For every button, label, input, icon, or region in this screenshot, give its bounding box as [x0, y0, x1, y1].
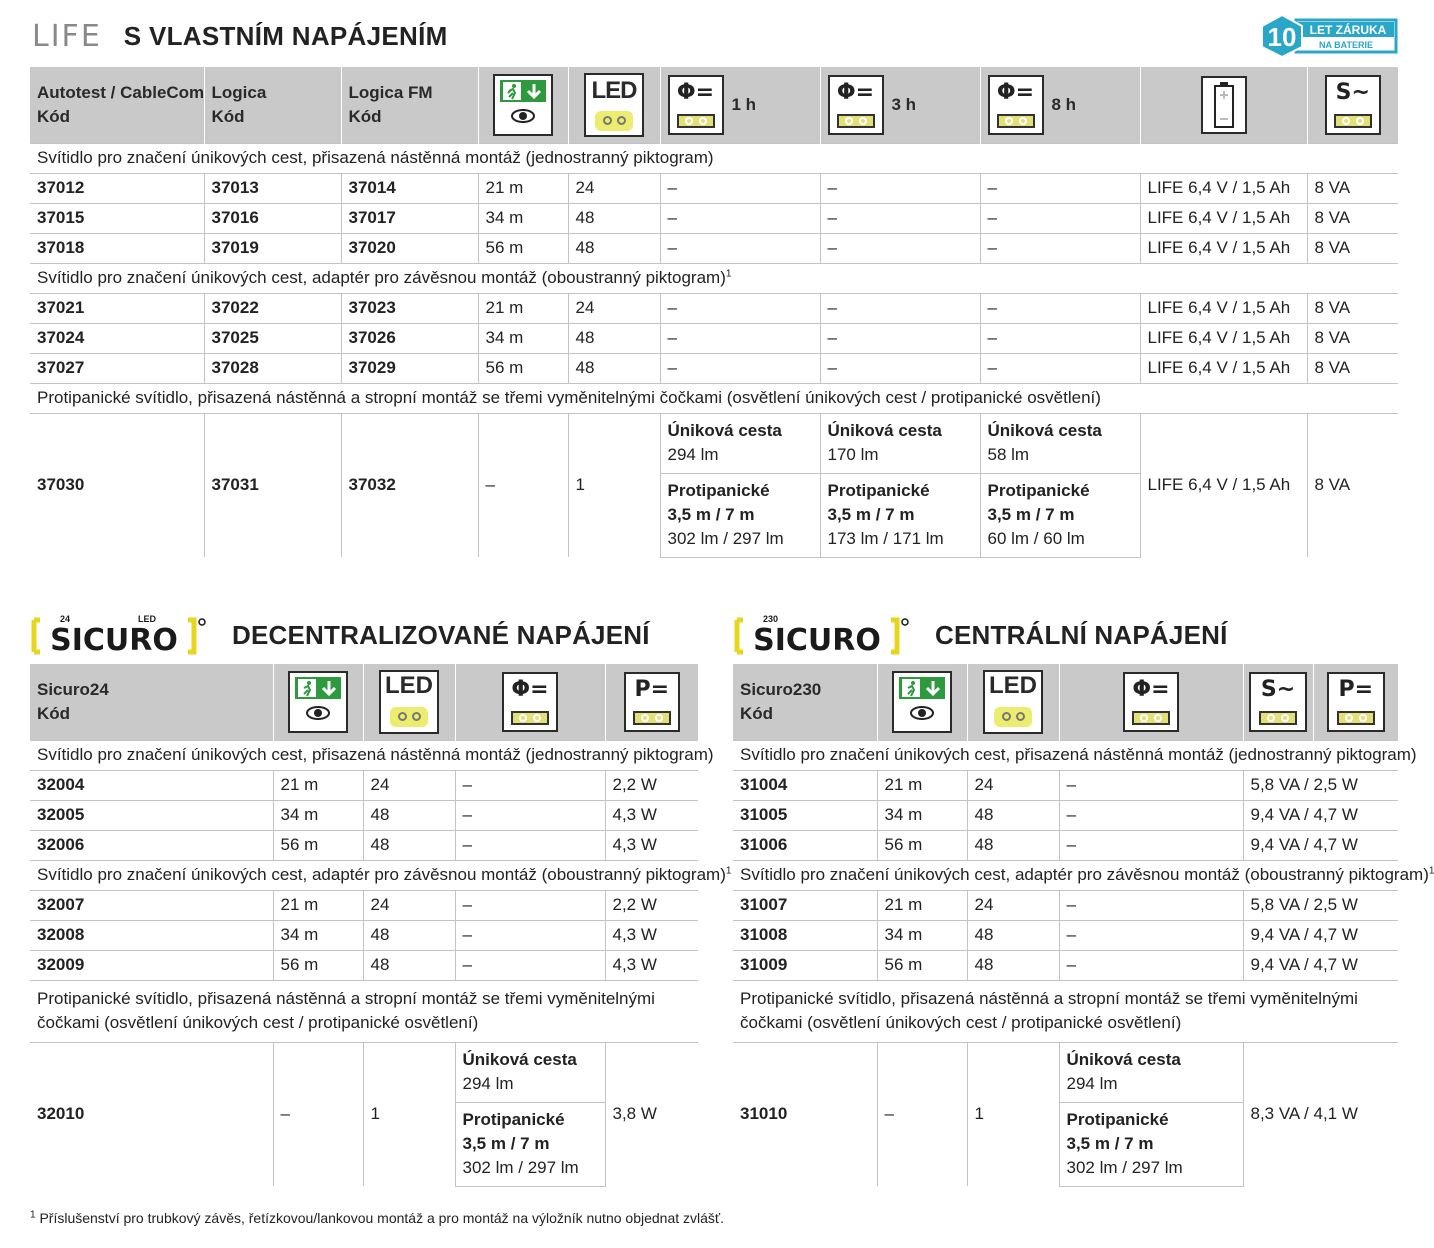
table-row	[30, 920, 698, 950]
table-cell: –	[455, 800, 605, 830]
escape-cell	[660, 413, 820, 473]
table-cell: 1	[967, 1042, 1059, 1186]
footnote-text: Příslušenství pro trubkový závěs, řetízkovou/lankovou montáž a pro montáž na výložník nutno objednat zvlášť.	[39, 1210, 725, 1226]
warranty-line2: NA BATERIE	[1319, 40, 1373, 50]
table-cell: 1	[363, 1042, 455, 1186]
antipanic-cell	[980, 473, 1140, 557]
table-cell: 21 m	[877, 890, 967, 920]
section-row	[733, 860, 1398, 890]
product-code: 32006	[30, 830, 273, 860]
table-cell: –	[660, 173, 820, 203]
product-code: 31006	[733, 830, 877, 860]
table-cell: 34 m	[478, 323, 568, 353]
table-cell: 24	[363, 770, 455, 800]
escape-cell	[820, 413, 980, 473]
table-cell: –	[1059, 770, 1243, 800]
table-cell: –	[980, 353, 1140, 383]
phi-lamp-icon: Φ=	[1123, 672, 1179, 732]
table-row	[30, 800, 698, 830]
product-code: 32004	[30, 770, 273, 800]
escape-label: Úniková cesta	[1066, 1050, 1181, 1069]
table-row	[30, 353, 1398, 383]
panic-row	[733, 1042, 1398, 1102]
product-code: 32005	[30, 800, 273, 830]
table-cell: LIFE 6,4 V / 1,5 Ah	[1140, 323, 1307, 353]
table-cell: 8 VA	[1307, 293, 1398, 323]
table-cell: 48	[568, 353, 660, 383]
header-led	[568, 67, 660, 143]
section-title-text: Svítidlo pro značení únikových cest, přisazená nástěnná montáž (jednostranný piktogram)	[37, 148, 714, 167]
table-cell: 48	[363, 920, 455, 950]
table-cell: –	[820, 293, 980, 323]
table-row	[30, 233, 1398, 263]
table-cell: –	[980, 233, 1140, 263]
product-code: 37023	[341, 293, 478, 323]
antipanic-value: 302 lm / 297 lm	[667, 529, 784, 548]
table-cell: –	[1059, 890, 1243, 920]
header-autotest: Autotest / CableCom Kód	[30, 67, 204, 143]
product-code: 32010	[30, 1042, 273, 1186]
antipanic-label: Protipanické	[1066, 1110, 1169, 1129]
antipanic-value: 302 lm / 297 lm	[1066, 1158, 1183, 1177]
product-code: 31008	[733, 920, 877, 950]
sicuro24-header	[30, 612, 650, 658]
table-cell: 9,4 VA / 4,7 W	[1243, 800, 1398, 830]
product-code: 37020	[341, 233, 478, 263]
product-code: 31007	[733, 890, 877, 920]
table-cell: 48	[568, 323, 660, 353]
antipanic-label: Protipanické	[462, 1110, 565, 1129]
table-cell: 24	[568, 293, 660, 323]
led-icon: LED	[379, 670, 439, 734]
header-visibility	[273, 664, 363, 740]
section-title-text: Svítidlo pro značení únikových cest, adaptér pro závěsnou montáž (oboustranný piktogram)	[37, 865, 726, 884]
escape-label: Úniková cesta	[827, 421, 942, 440]
header-1h: Φ= 1 h	[660, 67, 820, 143]
header-battery	[1140, 67, 1307, 143]
antipanic-dist: 3,5 m / 7 m	[1066, 1134, 1154, 1153]
table-cell: –	[455, 830, 605, 860]
escape-value: 294 lm	[462, 1074, 514, 1093]
escape-value: 294 lm	[1066, 1074, 1118, 1093]
table-cell: 2,2 W	[605, 890, 698, 920]
sicuro230-logo	[733, 612, 917, 658]
table-cell: 24	[363, 890, 455, 920]
table-cell: LIFE 6,4 V / 1,5 Ah	[1140, 203, 1307, 233]
table-cell: 8 VA	[1307, 323, 1398, 353]
table-cell: 5,8 VA / 2,5 W	[1243, 770, 1398, 800]
phi-lamp-icon: Φ=	[668, 75, 724, 135]
table-cell: –	[455, 950, 605, 980]
table-cell: 48	[967, 830, 1059, 860]
led-icon: LED	[584, 73, 644, 137]
table-cell: –	[980, 203, 1140, 233]
product-code: 37013	[204, 173, 341, 203]
table-cell: 56 m	[273, 830, 363, 860]
table-cell: –	[1059, 920, 1243, 950]
table-cell: 8 VA	[1307, 413, 1398, 557]
header-p	[1313, 664, 1398, 740]
antipanic-cell	[1059, 1102, 1243, 1186]
antipanic-label: Protipanické	[667, 481, 770, 500]
table-cell: –	[820, 353, 980, 383]
section-title	[30, 860, 732, 890]
table-cell: 56 m	[478, 353, 568, 383]
table-cell: 4,3 W	[605, 950, 698, 980]
svg-text:230: 230	[763, 614, 779, 624]
antipanic-value: 60 lm / 60 lm	[987, 529, 1085, 548]
table-cell: –	[455, 890, 605, 920]
table-cell: –	[660, 353, 820, 383]
exit-sign-icon	[892, 671, 952, 733]
product-code: 37016	[204, 203, 341, 233]
table-cell: LIFE 6,4 V / 1,5 Ah	[1140, 413, 1307, 557]
warranty-number: 10	[1267, 22, 1297, 52]
table-cell: –	[660, 203, 820, 233]
antipanic-cell	[660, 473, 820, 557]
antipanic-cell	[820, 473, 980, 557]
footnote-ref: 1	[1428, 865, 1434, 877]
table-row	[30, 770, 698, 800]
table-cell: 48	[363, 950, 455, 980]
table-cell: –	[820, 323, 980, 353]
table-cell: 48	[363, 830, 455, 860]
table-cell: 8 VA	[1307, 203, 1398, 233]
table-row	[30, 890, 698, 920]
table-cell: –	[980, 293, 1140, 323]
section-title	[30, 980, 698, 1042]
table-cell: 9,4 VA / 4,7 W	[1243, 830, 1398, 860]
s-lamp-icon: S~	[1249, 672, 1307, 732]
section-title	[30, 263, 1398, 293]
table-cell: –	[478, 413, 568, 557]
eye-icon	[510, 108, 536, 124]
table-cell: LIFE 6,4 V / 1,5 Ah	[1140, 173, 1307, 203]
header-visibility	[877, 664, 967, 740]
header-8h: Φ= 8 h	[980, 67, 1140, 143]
product-code: 32007	[30, 890, 273, 920]
table-cell: 8 VA	[1307, 233, 1398, 263]
header-s	[1307, 67, 1398, 143]
eye-icon	[305, 705, 331, 721]
table-cell: 56 m	[478, 233, 568, 263]
table-cell: –	[820, 203, 980, 233]
table-cell: 48	[967, 950, 1059, 980]
life-logo: LIFE	[32, 18, 102, 54]
header-sicuro24: Sicuro24 Kód	[30, 664, 273, 740]
section-row	[30, 740, 698, 770]
product-code: 37021	[30, 293, 204, 323]
product-code: 37014	[341, 173, 478, 203]
table-cell: 34 m	[273, 920, 363, 950]
table-row	[733, 920, 1398, 950]
led-icon: LED	[983, 670, 1043, 734]
sicuro230-title: CENTRÁLNÍ NAPÁJENÍ	[935, 619, 1228, 650]
antipanic-label: Protipanické	[827, 481, 930, 500]
battery-icon	[1201, 76, 1247, 134]
escape-cell	[1059, 1042, 1243, 1102]
table-row	[733, 770, 1398, 800]
p-lamp-icon: P=	[1327, 672, 1385, 732]
product-code: 31009	[733, 950, 877, 980]
table-cell: 8 VA	[1307, 173, 1398, 203]
antipanic-label: Protipanické	[987, 481, 1090, 500]
table-cell: 34 m	[478, 203, 568, 233]
footnote-ref: 1	[725, 268, 732, 280]
table-cell: –	[1059, 830, 1243, 860]
product-code: 37018	[30, 233, 204, 263]
table-cell: 2,2 W	[605, 770, 698, 800]
section-title-line: čočkami (osvětlení únikových cest / protipanické osvětlení)	[37, 1013, 479, 1032]
table-cell: 56 m	[273, 950, 363, 980]
table-cell: 24	[568, 173, 660, 203]
section-row	[733, 740, 1398, 770]
svg-text:24: 24	[60, 614, 71, 624]
escape-cell	[455, 1042, 605, 1102]
section-row	[30, 143, 1398, 173]
sicuro230-header	[733, 612, 1228, 658]
footnote-mark: 1	[30, 1209, 36, 1221]
table-cell: 4,3 W	[605, 800, 698, 830]
panic-row	[30, 413, 1398, 473]
svg-text:SICURO: SICURO	[753, 623, 881, 658]
header-phi	[455, 664, 605, 740]
table-row	[733, 800, 1398, 830]
section-title-line: čočkami (osvětlení únikových cest / protipanické osvětlení)	[740, 1013, 1182, 1032]
table-cell: –	[820, 173, 980, 203]
antipanic-value: 302 lm / 297 lm	[462, 1158, 579, 1177]
life-table	[30, 67, 1398, 558]
product-code: 37019	[204, 233, 341, 263]
table-cell: 34 m	[877, 920, 967, 950]
life-header	[32, 14, 448, 58]
table-cell: 48	[967, 920, 1059, 950]
table-row	[30, 950, 698, 980]
antipanic-dist: 3,5 m / 7 m	[462, 1134, 550, 1153]
table-cell: 34 m	[273, 800, 363, 830]
escape-value: 58 lm	[987, 445, 1030, 464]
table-cell: 56 m	[877, 830, 967, 860]
section-title-text: Svítidlo pro značení únikových cest, adaptér pro závěsnou montáž (oboustranný piktogram)	[37, 268, 726, 287]
sicuro24-header-row	[30, 664, 698, 740]
section-title-line: Protipanické svítidlo, přisazená nástěnná a stropní montáž se třemi vyměnitelnými	[740, 989, 1358, 1008]
product-code: 37028	[204, 353, 341, 383]
section-title	[30, 143, 1398, 173]
table-cell: 24	[967, 890, 1059, 920]
warranty-badge	[1258, 14, 1398, 58]
product-code: 32008	[30, 920, 273, 950]
escape-label: Úniková cesta	[462, 1050, 577, 1069]
header-phi	[1059, 664, 1243, 740]
product-code: 37030	[30, 413, 204, 557]
table-cell: –	[980, 173, 1140, 203]
table-cell: 8 VA	[1307, 353, 1398, 383]
antipanic-value: 173 lm / 171 lm	[827, 529, 944, 548]
phi-lamp-icon: Φ=	[502, 672, 558, 732]
header-led	[967, 664, 1059, 740]
section-title	[733, 860, 1434, 890]
escape-label: Úniková cesta	[667, 421, 782, 440]
warranty-line1: LET ZÁRUKA	[1309, 23, 1387, 37]
section-row	[30, 263, 1398, 293]
header-s	[1243, 664, 1313, 740]
table-cell: 4,3 W	[605, 920, 698, 950]
table-row	[733, 830, 1398, 860]
table-cell: 9,4 VA / 4,7 W	[1243, 920, 1398, 950]
section-title-text: Svítidlo pro značení únikových cest, přisazená nástěnná montáž (jednostranný piktogram)	[740, 745, 1417, 764]
product-code: 31010	[733, 1042, 877, 1186]
p-lamp-icon: P=	[624, 672, 680, 732]
product-code: 37026	[341, 323, 478, 353]
header-visibility	[478, 67, 568, 143]
exit-sign-icon	[288, 671, 348, 733]
table-cell: –	[980, 323, 1140, 353]
product-code: 37024	[30, 323, 204, 353]
table-row	[30, 173, 1398, 203]
table-cell: 8,3 VA / 4,1 W	[1243, 1042, 1398, 1186]
table-row	[30, 293, 1398, 323]
header-sicuro230: Sicuro230 Kód	[733, 664, 877, 740]
section-title	[30, 740, 714, 770]
section-title-text: Protipanické svítidlo, přisazená nástěnná a stropní montáž se třemi vyměnitelnými čočkami (osvětlení únikových cest / protipanické osvětlení)	[37, 388, 1101, 407]
header-logica-fm: Logica FM Kód	[341, 67, 478, 143]
table-cell: 21 m	[478, 293, 568, 323]
section-title	[733, 740, 1417, 770]
product-code: 37025	[204, 323, 341, 353]
product-code: 37022	[204, 293, 341, 323]
antipanic-dist: 3,5 m / 7 m	[987, 505, 1075, 524]
section-title-text: Svítidlo pro značení únikových cest, přisazená nástěnná montáž (jednostranný piktogram)	[37, 745, 714, 764]
life-header-row	[30, 67, 1398, 143]
product-code: 37015	[30, 203, 204, 233]
table-cell: 48	[568, 203, 660, 233]
product-code: 31005	[733, 800, 877, 830]
table-cell: –	[273, 1042, 363, 1186]
life-title: S VLASTNÍM NAPÁJENÍM	[123, 20, 448, 51]
section-title-text: Svítidlo pro značení únikových cest, adaptér pro závěsnou montáž (oboustranný piktogram)	[740, 865, 1429, 884]
table-cell: LIFE 6,4 V / 1,5 Ah	[1140, 233, 1307, 263]
table-row	[733, 890, 1398, 920]
table-cell: LIFE 6,4 V / 1,5 Ah	[1140, 293, 1307, 323]
product-code: 37017	[341, 203, 478, 233]
table-cell: –	[877, 1042, 967, 1186]
header-logica: Logica Kód	[204, 67, 341, 143]
svg-text:LED: LED	[138, 614, 156, 624]
table-cell: LIFE 6,4 V / 1,5 Ah	[1140, 353, 1307, 383]
svg-text:SICURO: SICURO	[50, 623, 178, 658]
table-cell: 48	[568, 233, 660, 263]
exit-sign-icon	[493, 74, 553, 136]
table-cell: 24	[967, 770, 1059, 800]
escape-value: 170 lm	[827, 445, 879, 464]
sicuro24-table	[30, 664, 732, 1187]
section-row	[30, 860, 698, 890]
product-code: 37032	[341, 413, 478, 557]
s-lamp-icon: S~	[1325, 75, 1381, 135]
table-cell: 34 m	[877, 800, 967, 830]
header-led	[363, 664, 455, 740]
table-cell: 4,3 W	[605, 830, 698, 860]
antipanic-cell	[455, 1102, 605, 1186]
section-row	[30, 383, 1398, 413]
table-cell: 9,4 VA / 4,7 W	[1243, 950, 1398, 980]
table-cell: –	[660, 233, 820, 263]
escape-value: 294 lm	[667, 445, 719, 464]
product-code: 37012	[30, 173, 204, 203]
table-cell: –	[1059, 800, 1243, 830]
section-row	[30, 980, 698, 1042]
phi-lamp-icon: Φ=	[988, 75, 1044, 135]
table-cell: 3,8 W	[605, 1042, 698, 1186]
footnote	[30, 1210, 724, 1226]
phi-lamp-icon: Φ=	[828, 75, 884, 135]
product-code: 37029	[341, 353, 478, 383]
table-cell: 48	[363, 800, 455, 830]
table-cell: –	[820, 233, 980, 263]
table-cell: 56 m	[877, 950, 967, 980]
table-row	[30, 830, 698, 860]
antipanic-dist: 3,5 m / 7 m	[667, 505, 755, 524]
product-code: 31004	[733, 770, 877, 800]
table-cell: 21 m	[273, 770, 363, 800]
product-code: 37031	[204, 413, 341, 557]
escape-label: Úniková cesta	[987, 421, 1102, 440]
escape-cell	[980, 413, 1140, 473]
section-title	[733, 980, 1398, 1042]
table-cell: –	[455, 770, 605, 800]
table-cell: 48	[967, 800, 1059, 830]
table-cell: 1	[568, 413, 660, 557]
table-row	[30, 323, 1398, 353]
header-p	[605, 664, 698, 740]
table-row	[733, 950, 1398, 980]
product-code: 37027	[30, 353, 204, 383]
table-cell: 5,8 VA / 2,5 W	[1243, 890, 1398, 920]
table-cell: 21 m	[877, 770, 967, 800]
header-3h: Φ= 3 h	[820, 67, 980, 143]
table-cell: 21 m	[478, 173, 568, 203]
table-cell: –	[455, 920, 605, 950]
table-cell: –	[660, 293, 820, 323]
section-title	[30, 383, 1398, 413]
eye-icon	[909, 705, 935, 721]
section-row	[733, 980, 1398, 1042]
sicuro230-header-row	[733, 664, 1398, 740]
sicuro24-logo	[30, 612, 214, 658]
sicuro230-table	[733, 664, 1434, 1187]
footnote-ref: 1	[725, 865, 732, 877]
antipanic-dist: 3,5 m / 7 m	[827, 505, 915, 524]
panic-row	[30, 1042, 698, 1102]
table-row	[30, 203, 1398, 233]
sicuro24-title: DECENTRALIZOVANÉ NAPÁJENÍ	[232, 619, 650, 650]
section-title-line: Protipanické svítidlo, přisazená nástěnná a stropní montáž se třemi vyměnitelnými	[37, 989, 655, 1008]
table-cell: –	[660, 323, 820, 353]
table-cell: 21 m	[273, 890, 363, 920]
product-code: 32009	[30, 950, 273, 980]
table-cell: –	[1059, 950, 1243, 980]
